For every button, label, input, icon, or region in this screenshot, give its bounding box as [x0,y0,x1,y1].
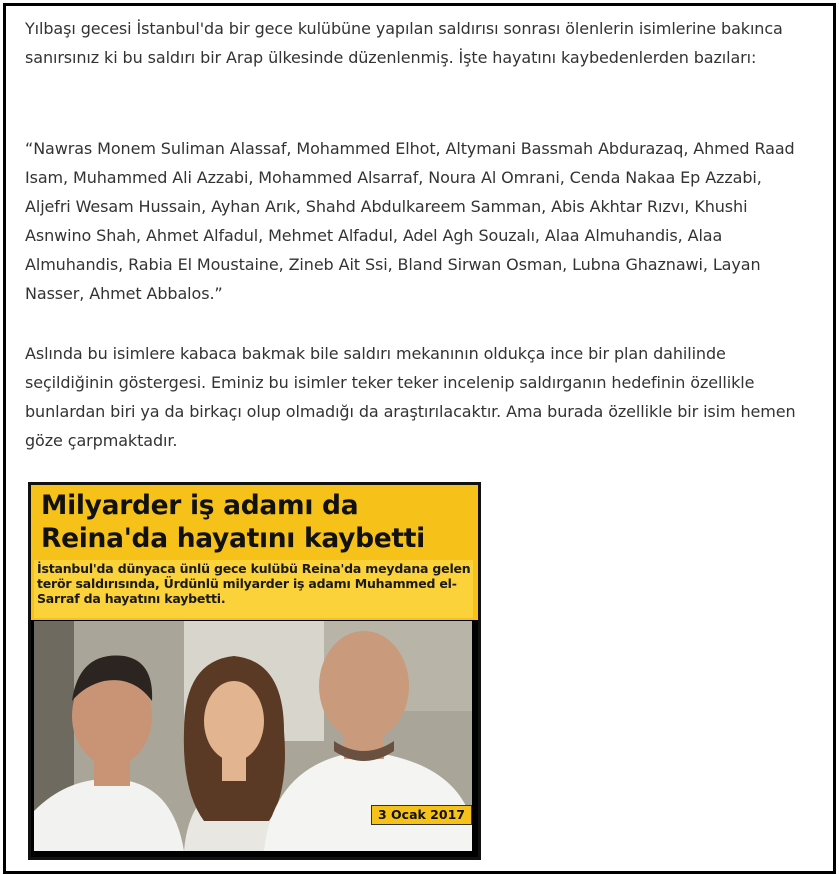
man-left-neck [94,756,130,786]
article-paragraph-2-victim-list: “Nawras Monem Suliman Alassaf, Mohammed Elhot, Altymani Bassmah Abdurazaq, Ahmed Raad Isam, Muhammed Ali Azzabi, Mohammed Alsarraf, Noura Al Omrani, Cenda Nakaa Ep Azzabi, Aljefri Wesam Hussain, Ayhan Arık, Shahd Abdulkareem Samman, Abis Akhtar Rızvı, Khushi Asnwino Shah, Ahmet Alfadul, Mehmet Alfadul, Adel Agh Souzalı, Alaa Almuhandis, Alaa Almuhandis, Rabia El Moustaine, Zineb Ait Ssi, Bland Sirwan Osman, Lubna Ghaznawi, Layan Nasser, Ahmet Abbalos.” [25,139,795,303]
article-paragraph-3: Aslında bu isimlere kabaca bakmak bile saldırı mekanının oldukça ince bir plan dahilinde seçildiğinin göstergesi. Eminiz bu isimler teker teker incelenip saldırganın hedefinin özellikle bunlardan biri ya da birkaçı olup olmadığı da araştırılacaktır. Ama burada özellikle bir isim hemen göze çarpmaktadır. [25,344,796,450]
man-right-face [319,631,409,741]
woman-face [204,681,264,761]
article-paragraph-1: Yılbaşı gecesi İstanbul'da bir gece kulübüne yapılan saldırısı sonrası ölenlerin isimlerine bakınca sanırsınız ki bu saldırı bir Arap ülkesinde düzenlenmiş. İşte hayatını kaybedenlerden bazıları: [25,19,783,67]
news-banner [31,485,478,620]
news-summary: İstanbul'da dünyaca ünlü gece kulübü Reina'da meydana gelen terör saldırısında, Ürdünlü milyarder iş adamı Muhammed el-Sarraf da hayatını kaybetti. [37,561,471,606]
woman-neck [222,756,246,781]
news-date-badge: 3 Ocak 2017 [371,805,472,825]
news-headline: Milyarder iş adamı da Reina'da hayatını kaybetti [41,490,425,554]
news-clipping-image [28,482,481,860]
